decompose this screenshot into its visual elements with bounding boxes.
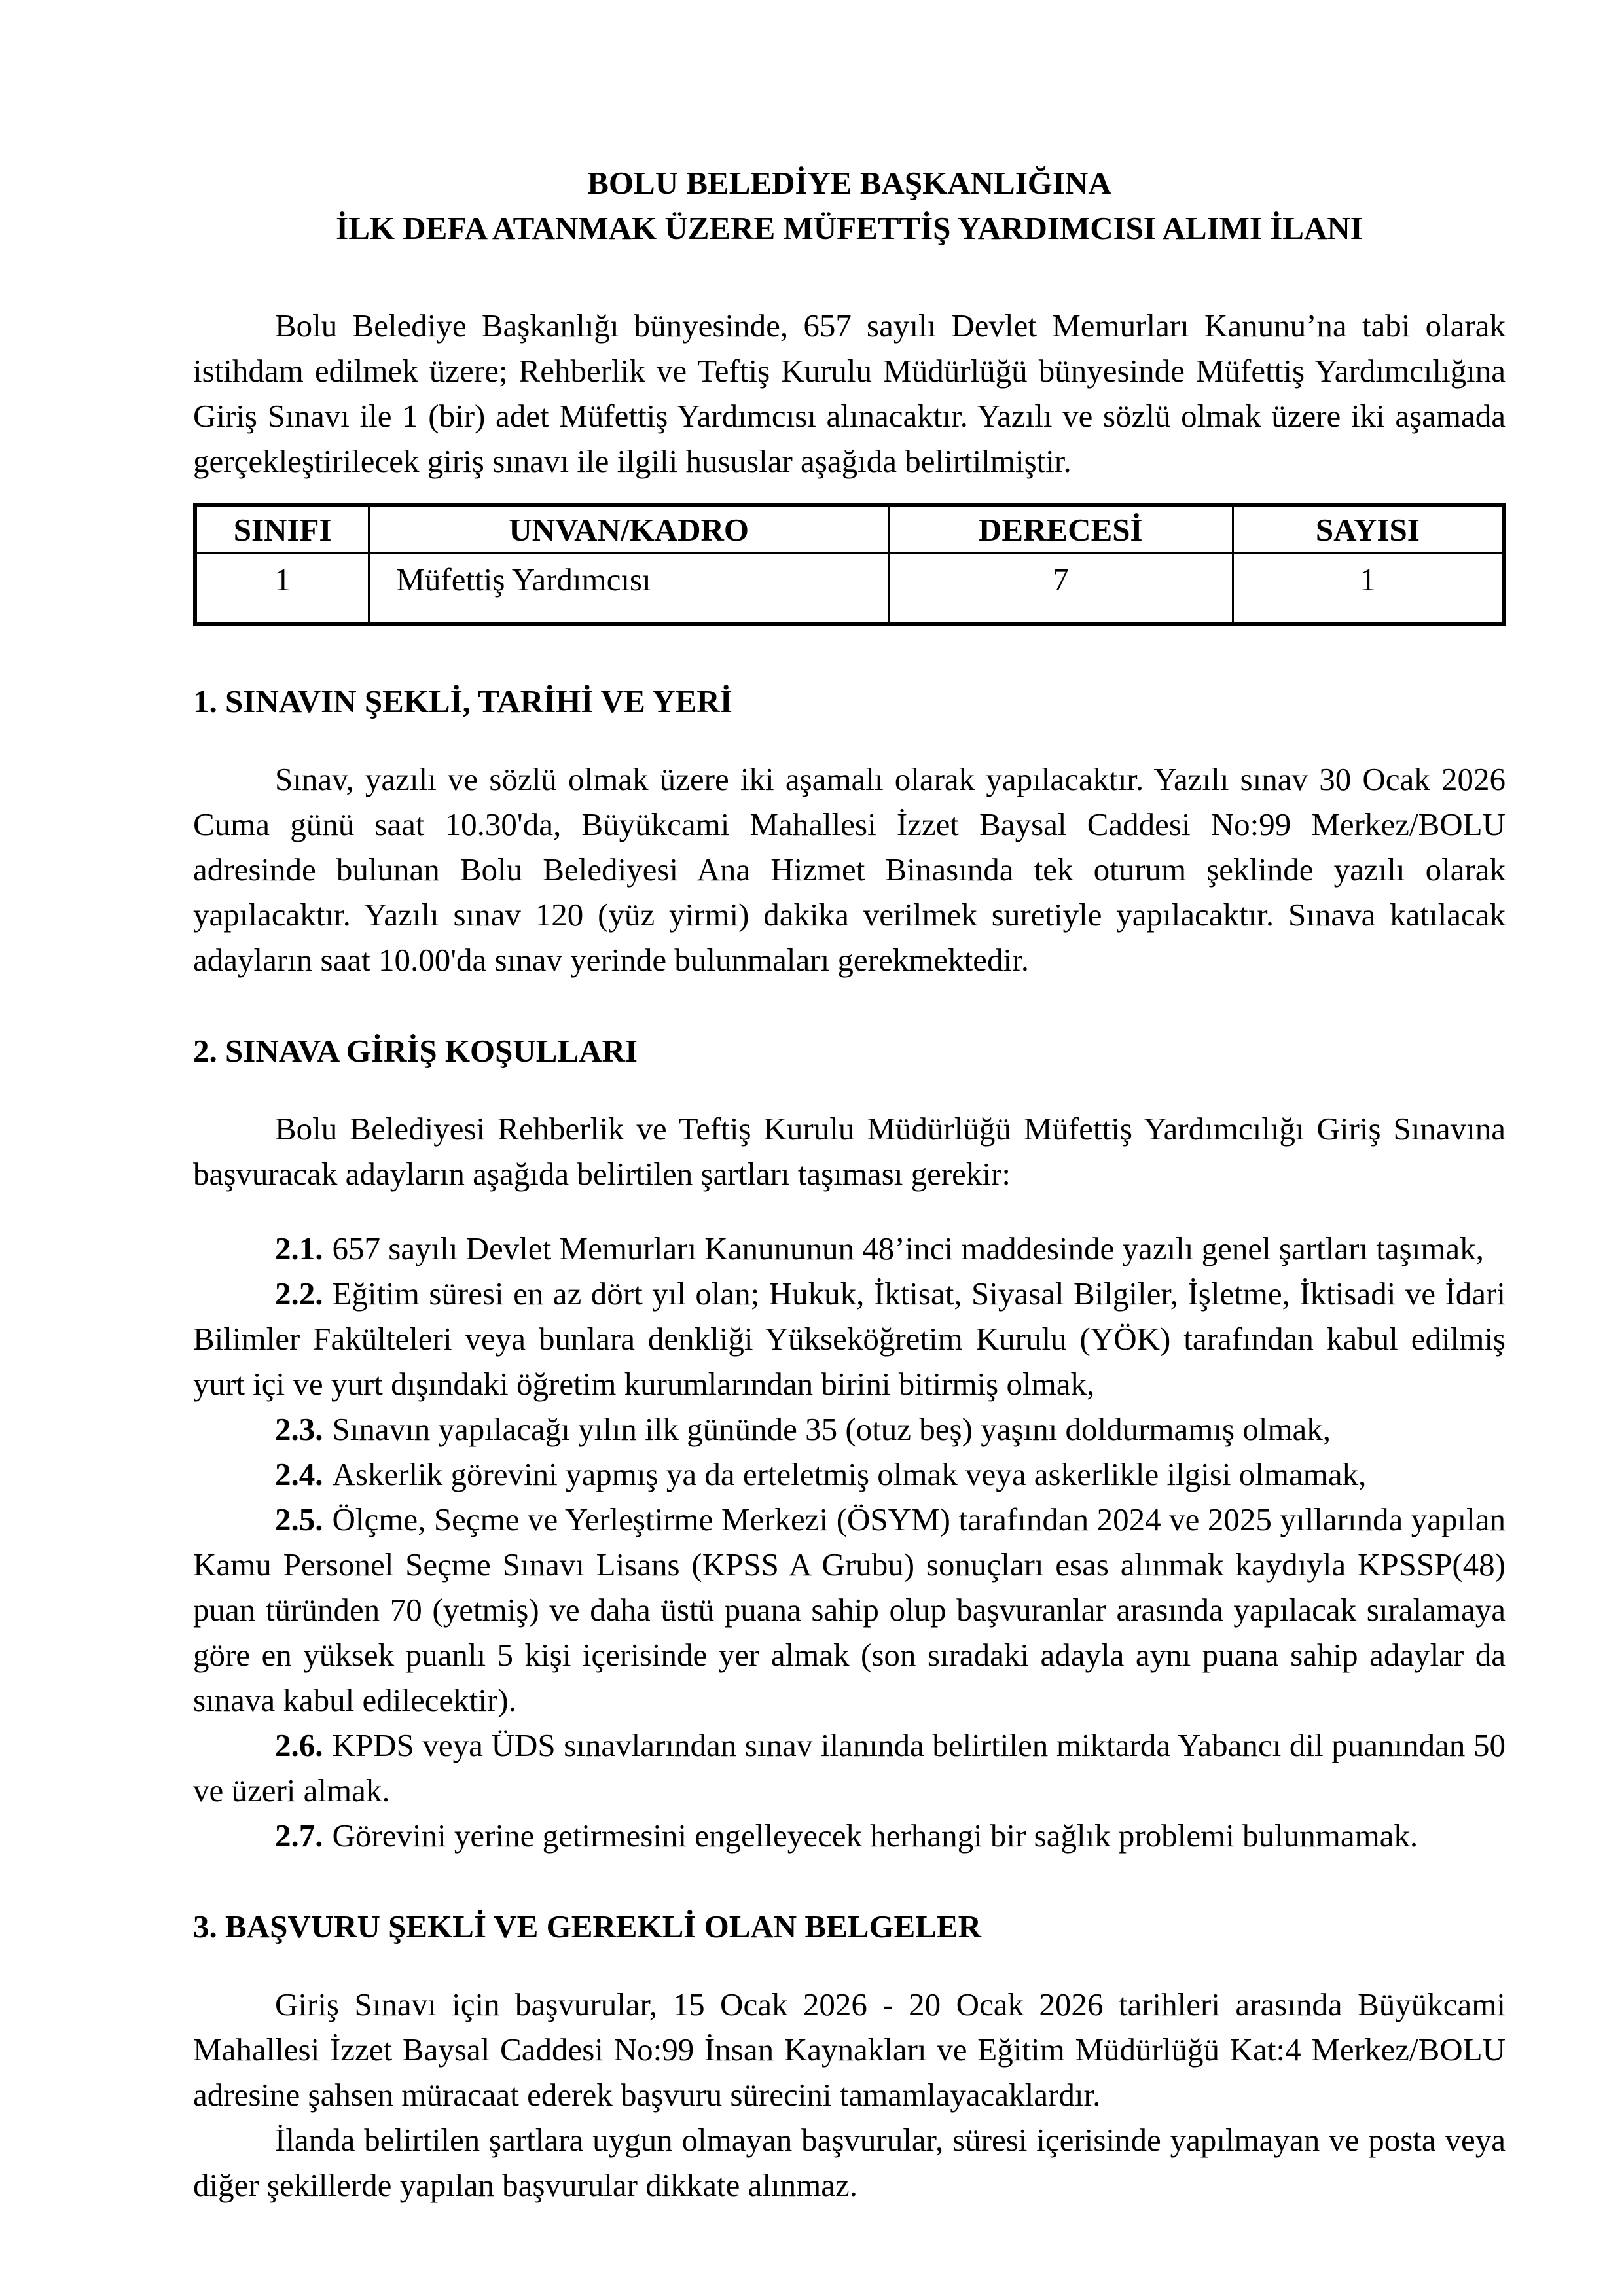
requirement-list [193,1226,1506,1858]
requirement-number: 2.1. [275,1230,323,1266]
requirement-number: 2.5. [275,1501,323,1537]
requirement-text: KPDS veya ÜDS sınavlarından sınav ilanında belirtilen miktarda Yabancı dil puanından 50 ve üzeri almak. [193,1727,1506,1808]
requirement-item-2-5 [193,1497,1506,1723]
requirement-item-2-7 [193,1813,1506,1858]
section-2-paragraph: Bolu Belediyesi Rehberlik ve Teftiş Kurulu Müdürlüğü Müfettiş Yardımcılığı Giriş Sınavına başvuracak adayların aşağıda belirtilen şartları taşıması gerekir: [193,1111,1506,1192]
table-header-sayisi: SAYISI [1233,505,1504,554]
requirement-number: 2.6. [275,1727,323,1763]
table-row [195,554,1504,625]
requirement-text: Askerlik görevini yapmış ya da erteletmiş olmak veya askerlikle ilgisi olmamak, [332,1456,1367,1492]
section-application [193,1904,1506,2208]
document-title [193,160,1506,251]
requirement-item-2-4 [193,1452,1506,1497]
requirement-item-2-6 [193,1723,1506,1813]
requirement-text: Ölçme, Seçme ve Yerleştirme Merkezi (ÖSYM) tarafından 2024 ve 2025 yıllarında yapılan Kamu Personel Seçme Sınavı Lisans (KPSS A Grubu) sonuçları esas alınmak kaydıyla KPSSP(48) puan türünden 70 (yetmiş) ve daha üstü puana sahip olup başvuranlar arasında yapılacak sıralamaya göre en yüksek puanlı 5 kişi içerisinde yer almak (son sıradaki adayla aynı puana sahip adaylar da sınava kabul edilecektir). [193,1501,1506,1718]
requirement-text: 657 sayılı Devlet Memurları Kanununun 48’inci maddesinde yazılı genel şartları taşımak, [332,1230,1484,1266]
requirement-number: 2.4. [275,1456,323,1492]
cell-sayisi: 1 [1233,554,1504,625]
requirement-number: 2.7. [275,1818,323,1854]
requirement-item-2-3 [193,1407,1506,1452]
title-line-1: BOLU BELEDİYE BAŞKANLIĞINA [587,165,1111,201]
title-line-2: İLK DEFA ATANMAK ÜZERE MÜFETTİŞ YARDIMCISI ALIMI İLANI [336,210,1363,246]
section-2-heading: 2. SINAVA GİRİŞ KOŞULLARI [193,1033,638,1069]
cell-sinifi: 1 [195,554,369,625]
section-exam-format [193,679,1506,982]
requirement-text: Sınavın yapılacağı yılın ilk gününde 35 (otuz beş) yaşını doldurmamış olmak, [332,1411,1331,1447]
requirement-item-2-1 [193,1226,1506,1271]
requirement-text: Eğitim süresi en az dört yıl olan; Hukuk, İktisat, Siyasal Bilgiler, İşletme, İktisadi ve İdari Bilimler Fakülteleri veya bunlara denkliği Yükseköğretim Kurulu (YÖK) tarafından kabul edilmiş yurt içi ve yurt dışındaki öğretim kurumlarından birini bitirmiş olmak, [193,1276,1506,1402]
cell-derecesi: 7 [888,554,1233,625]
position-table [193,503,1506,626]
section-exam-requirements [193,1028,1506,1858]
section-3-heading: 3. BAŞVURU ŞEKLİ VE GEREKLİ OLAN BELGELER [193,1909,981,1945]
requirement-number: 2.3. [275,1411,323,1447]
table-header-unvan-kadro: UNVAN/KADRO [369,505,889,554]
table-header-derecesi: DERECESİ [888,505,1233,554]
section-1-paragraph: Sınav, yazılı ve sözlü olmak üzere iki aşamalı olarak yapılacaktır. Yazılı sınav 30 Ocak 2026 Cuma günü saat 10.30'da, Büyükcami Mahallesi İzzet Baysal Caddesi No:99 Merkez/BOLU adresinde bulunan Bolu Belediyesi Ana Hizmet Binasında tek oturum şeklinde yazılı olarak yapılacaktır. Yazılı sınav 120 (yüz yirmi) dakika verilmek suretiyle yapılacaktır. Sınava katılacak adayların saat 10.00'da sınav yerinde bulunmaları gerekmektedir. [193,761,1506,978]
requirement-item-2-2 [193,1271,1506,1407]
intro-paragraph: Bolu Belediye Başkanlığı bünyesinde, 657 sayılı Devlet Memurları Kanunu’na tabi olarak istihdam edilmek üzere; Rehberlik ve Teftiş Kurulu Müdürlüğü bünyesinde Müfettiş Yardımcılığına Giriş Sınavı ile 1 (bir) adet Müfettiş Yardımcısı alınacaktır. Yazılı ve sözlü olmak üzere iki aşamada gerçekleştirilecek giriş sınavı ile ilgili hususlar aşağıda belirtilmiştir. [193,308,1506,479]
requirement-text: Görevini yerine getirmesini engelleyecek herhangi bir sağlık problemi bulunmamak. [332,1818,1418,1854]
requirement-number: 2.2. [275,1276,323,1312]
table-header-sinifi: SINIFI [195,505,369,554]
section-3-paragraph-1: Giriş Sınavı için başvurular, 15 Ocak 2026 - 20 Ocak 2026 tarihleri arasında Büyükcami Mahallesi İzzet Baysal Caddesi No:99 İnsan Kaynakları ve Eğitim Müdürlüğü Kat:4 Merkez/BOLU adresine şahsen müracaat ederek başvuru sürecini tamamlayacaklardır. [193,1986,1506,2113]
section-3-paragraph-2: İlanda belirtilen şartlara uygun olmayan başvurular, süresi içerisinde yapılmayan ve posta veya diğer şekillerde yapılan başvurular dikkate alınmaz. [193,2122,1506,2203]
section-1-heading: 1. SINAVIN ŞEKLİ, TARİHİ VE YERİ [193,683,732,719]
cell-unvan-kadro: Müfettiş Yardımcısı [369,554,889,625]
table-header-row [195,505,1504,554]
